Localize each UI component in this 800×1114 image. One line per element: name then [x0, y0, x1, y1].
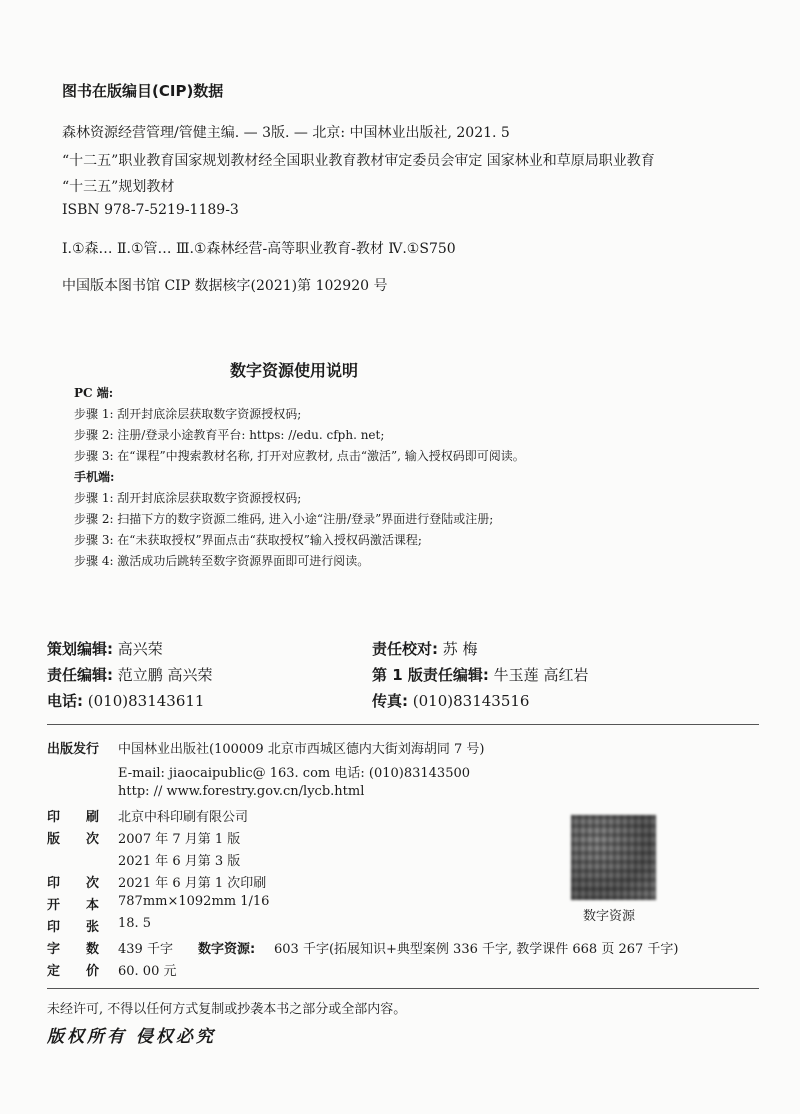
publisher-email: E-mail: jiaocaipublic@ 163. com 电话: (010)83143500 [118, 766, 471, 781]
digital-resource-label: 数字资源: [198, 942, 256, 957]
digital-title: 数字资源使用说明 [230, 361, 359, 380]
pc-step-1: 步骤 1: 刮开封底涂层获取数字资源授权码; [74, 407, 302, 421]
first-edition-editor-label: 第 1 版责任编辑: [372, 666, 489, 684]
proofreader-label: 责任校对: [372, 640, 438, 658]
editor-fax-value: (010)83143516 [412, 692, 530, 710]
proofreader [372, 638, 478, 659]
edition-label: 版 次 [47, 832, 100, 847]
editor-phone [47, 690, 204, 711]
cip-title: 图书在版编目(CIP)数据 [62, 82, 224, 100]
impression-value: 2021 年 6 月第 1 次印刷 [118, 876, 267, 891]
pc-step-3: 步骤 3: 在“课程”中搜索教材名称, 打开对应教材, 点击“激活”, 输入授权码即可阅读。 [74, 449, 525, 463]
divider-bottom [47, 988, 759, 989]
planning-editor [47, 638, 163, 659]
proofreader-value: 苏 梅 [442, 640, 478, 658]
price-value: 60. 00 元 [118, 964, 177, 979]
responsible-editor [47, 664, 213, 685]
print-value: 北京中科印刷有限公司 [118, 810, 249, 825]
pc-heading: PC 端: [74, 386, 114, 400]
copyright-notice: 未经许可, 不得以任何方式复制或抄袭本书之部分或全部内容。 [47, 1002, 407, 1017]
impression-label: 印 次 [47, 876, 100, 891]
editor-phone-value: (010)83143611 [87, 692, 205, 710]
mobile-step-1: 步骤 1: 刮开封底涂层获取数字资源授权码; [74, 491, 302, 505]
editor-fax [372, 690, 529, 711]
words-value: 439 千字 [118, 942, 173, 957]
mobile-step-2: 步骤 2: 扫描下方的数字资源二维码, 进入小途“注册/登录”界面进行登陆或注册; [74, 512, 494, 526]
first-edition-editor-value: 牛玉莲 高红岩 [493, 666, 589, 684]
cip-line-2: “十二五”职业教育国家规划教材经全国职业教育教材审定委员会审定 国家林业和草原局职业教育 [62, 153, 655, 169]
cip-classification: Ⅰ.①森… Ⅱ.①管… Ⅲ.①森林经营-高等职业教育-教材 Ⅳ.①S750 [62, 241, 456, 257]
publisher-value: 中国林业出版社(100009 北京市西城区德内大街刘海胡同 7 号) [118, 742, 485, 757]
print-label: 印 刷 [47, 810, 100, 825]
cip-isbn: ISBN 978-7-5219-1189-3 [62, 202, 239, 218]
planning-editor-label: 策划编辑: [47, 640, 113, 658]
sheets-label: 印 张 [47, 920, 100, 935]
edition-value-2: 2021 年 6 月第 3 版 [118, 854, 241, 869]
publisher-label: 出版发行 [47, 742, 100, 757]
responsible-editor-label: 责任编辑: [47, 666, 113, 684]
mobile-step-4: 步骤 4: 激活成功后跳转至数字资源界面即可进行阅读。 [74, 554, 370, 568]
first-edition-editor [372, 664, 588, 685]
qr-code-label: 数字资源 [583, 909, 636, 924]
words-label: 字 数 [47, 942, 100, 957]
cip-line-3: “十三五”规划教材 [62, 179, 175, 195]
cip-line-1: 森林资源经营管理/管健主编. — 3版. — 北京: 中国林业出版社, 2021. 5 [62, 125, 510, 141]
publisher-url: http: // www.forestry.gov.cn/lycb.html [118, 784, 365, 799]
editor-phone-label: 电话: [47, 692, 83, 710]
digital-resource-value: 603 千字(拓展知识+典型案例 336 千字, 教学课件 668 页 267 千字) [274, 942, 679, 957]
pc-step-2: 步骤 2: 注册/登录小途教育平台: https: //edu. cfph. net; [74, 428, 385, 442]
cip-record: 中国版本图书馆 CIP 数据核字(2021)第 102920 号 [62, 278, 388, 294]
rights-reserved: 版权所有 侵权必究 [47, 1027, 216, 1047]
mobile-heading: 手机端: [74, 470, 115, 484]
price-label: 定 价 [47, 964, 100, 979]
editor-fax-label: 传真: [372, 692, 408, 710]
divider-top [47, 724, 759, 725]
responsible-editor-value: 范立鹏 高兴荣 [117, 666, 213, 684]
format-value: 787mm×1092mm 1/16 [118, 894, 270, 909]
format-label: 开 本 [47, 898, 100, 913]
edition-value-1: 2007 年 7 月第 1 版 [118, 832, 241, 847]
mobile-step-3: 步骤 3: 在“未获取授权”界面点击“获取授权”输入授权码激活课程; [74, 533, 422, 547]
planning-editor-value: 高兴荣 [117, 640, 163, 658]
qr-code-image[interactable] [571, 815, 656, 900]
sheets-value: 18. 5 [118, 916, 152, 931]
